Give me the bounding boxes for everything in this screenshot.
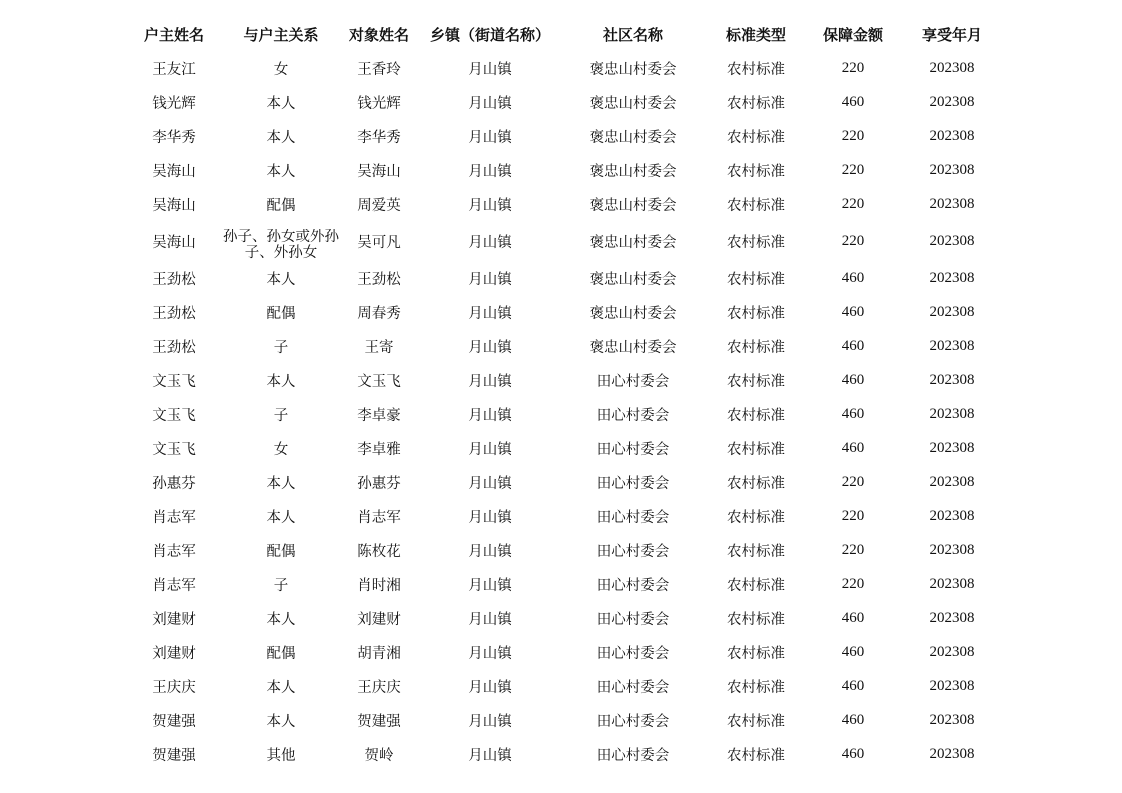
cell-standard-type: 农村标准 <box>727 441 785 458</box>
cell-relation: 本人 <box>266 163 296 180</box>
cell-standard-type: 农村标准 <box>727 611 785 628</box>
cell-relation: 本人 <box>266 373 296 390</box>
cell-township: 月山镇 <box>468 475 512 492</box>
cell-period: 202308 <box>929 643 975 660</box>
cell-recipient-name: 王劲松 <box>357 271 401 288</box>
table-row <box>128 153 1008 187</box>
cell-amount: 220 <box>841 161 865 178</box>
cell-relation: 子 <box>273 339 289 356</box>
cell-township: 月山镇 <box>468 95 512 112</box>
cell-community: 田心村委会 <box>596 577 670 594</box>
cell-household-head: 吴海山 <box>152 197 196 214</box>
cell-township: 月山镇 <box>468 747 512 764</box>
cell-period: 202308 <box>929 337 975 354</box>
cell-standard-type: 农村标准 <box>727 197 785 214</box>
cell-household-head: 贺建强 <box>152 747 196 764</box>
cell-household-head: 刘建财 <box>152 611 196 628</box>
cell-period: 202308 <box>929 161 975 178</box>
cell-recipient-name: 周春秀 <box>357 305 401 322</box>
table-row <box>128 635 1008 669</box>
header-standard-type: 标准类型 <box>725 25 786 44</box>
cell-standard-type: 农村标准 <box>727 577 785 594</box>
cell-community: 褒忠山村委会 <box>589 305 677 322</box>
cell-recipient-name: 陈枚花 <box>357 543 401 560</box>
cell-recipient-name: 王庆庆 <box>357 679 401 696</box>
cell-period: 202308 <box>929 371 975 388</box>
cell-community: 田心村委会 <box>596 713 670 730</box>
cell-household-head: 王劲松 <box>152 271 196 288</box>
table-row <box>128 51 1008 85</box>
cell-relation: 配偶 <box>266 305 296 322</box>
cell-household-head: 吴海山 <box>152 163 196 180</box>
table-row <box>128 295 1008 329</box>
cell-township: 月山镇 <box>468 197 512 214</box>
document-sheet <box>128 17 1008 771</box>
cell-period: 202308 <box>929 232 975 249</box>
table-row <box>128 567 1008 601</box>
cell-township: 月山镇 <box>468 129 512 146</box>
cell-amount: 460 <box>841 337 865 354</box>
cell-township: 月山镇 <box>468 373 512 390</box>
cell-community: 田心村委会 <box>596 475 670 492</box>
cell-household-head: 李华秀 <box>152 129 196 146</box>
cell-township: 月山镇 <box>468 305 512 322</box>
cell-standard-type: 农村标准 <box>727 61 785 78</box>
cell-period: 202308 <box>929 439 975 456</box>
cell-township: 月山镇 <box>468 645 512 662</box>
cell-standard-type: 农村标准 <box>727 129 785 146</box>
cell-township: 月山镇 <box>468 577 512 594</box>
cell-community: 田心村委会 <box>596 407 670 424</box>
table-row <box>128 737 1008 771</box>
cell-period: 202308 <box>929 269 975 286</box>
cell-township: 月山镇 <box>468 271 512 288</box>
cell-standard-type: 农村标准 <box>727 373 785 390</box>
cell-standard-type: 农村标准 <box>727 305 785 322</box>
cell-period: 202308 <box>929 93 975 110</box>
cell-amount: 460 <box>841 303 865 320</box>
cell-recipient-name: 孙惠芬 <box>357 475 401 492</box>
cell-household-head: 钱光辉 <box>152 95 196 112</box>
table-row <box>128 85 1008 119</box>
cell-period: 202308 <box>929 59 975 76</box>
header-recipient-name: 对象姓名 <box>348 25 409 44</box>
cell-period: 202308 <box>929 303 975 320</box>
cell-standard-type: 农村标准 <box>727 475 785 492</box>
cell-community: 褒忠山村委会 <box>589 271 677 288</box>
cell-amount: 220 <box>841 232 865 249</box>
cell-amount: 460 <box>841 439 865 456</box>
table-row <box>128 431 1008 465</box>
cell-period: 202308 <box>929 711 975 728</box>
cell-relation: 女 <box>273 441 289 458</box>
cell-community: 褒忠山村委会 <box>589 197 677 214</box>
cell-amount: 220 <box>841 541 865 558</box>
cell-amount: 460 <box>841 745 865 762</box>
cell-amount: 220 <box>841 127 865 144</box>
table-row <box>128 329 1008 363</box>
table-row <box>128 669 1008 703</box>
cell-standard-type: 农村标准 <box>727 509 785 526</box>
table-row <box>128 119 1008 153</box>
cell-community: 田心村委会 <box>596 747 670 764</box>
cell-recipient-name: 钱光辉 <box>357 95 401 112</box>
cell-amount: 460 <box>841 643 865 660</box>
cell-community: 褒忠山村委会 <box>589 61 677 78</box>
table-row <box>128 533 1008 567</box>
cell-household-head: 肖志军 <box>152 577 196 594</box>
table-row <box>128 601 1008 635</box>
cell-township: 月山镇 <box>468 509 512 526</box>
cell-period: 202308 <box>929 575 975 592</box>
cell-recipient-name: 周爱英 <box>357 197 401 214</box>
cell-community: 田心村委会 <box>596 441 670 458</box>
cell-household-head: 文玉飞 <box>152 441 196 458</box>
table-row <box>128 465 1008 499</box>
cell-township: 月山镇 <box>468 543 512 560</box>
table-row <box>128 221 1008 261</box>
cell-township: 月山镇 <box>468 339 512 356</box>
cell-recipient-name: 刘建财 <box>357 611 401 628</box>
cell-standard-type: 农村标准 <box>727 645 785 662</box>
subsidy-table <box>128 17 1008 771</box>
cell-relation <box>220 221 342 261</box>
cell-township: 月山镇 <box>468 441 512 458</box>
cell-amount: 460 <box>841 677 865 694</box>
cell-amount: 460 <box>841 371 865 388</box>
cell-township: 月山镇 <box>468 163 512 180</box>
cell-standard-type: 农村标准 <box>727 339 785 356</box>
cell-amount: 220 <box>841 195 865 212</box>
cell-relation: 子 <box>273 577 289 594</box>
cell-amount: 220 <box>841 507 865 524</box>
cell-household-head: 肖志军 <box>152 509 196 526</box>
cell-household-head: 王劲松 <box>152 339 196 356</box>
cell-relation: 本人 <box>266 95 296 112</box>
header-relation: 与户主关系 <box>243 25 319 44</box>
table-row <box>128 363 1008 397</box>
cell-relation: 配偶 <box>266 645 296 662</box>
cell-community: 田心村委会 <box>596 645 670 662</box>
table-row <box>128 703 1008 737</box>
cell-recipient-name: 肖志军 <box>357 509 401 526</box>
header-community: 社区名称 <box>602 25 663 44</box>
cell-amount: 460 <box>841 269 865 286</box>
header-amount: 保障金额 <box>822 25 883 44</box>
cell-period: 202308 <box>929 541 975 558</box>
cell-recipient-name: 文玉飞 <box>357 373 401 390</box>
cell-standard-type: 农村标准 <box>727 713 785 730</box>
cell-community: 褒忠山村委会 <box>589 129 677 146</box>
cell-household-head: 刘建财 <box>152 645 196 662</box>
cell-household-head: 肖志军 <box>152 543 196 560</box>
cell-relation: 配偶 <box>266 197 296 214</box>
cell-standard-type: 农村标准 <box>727 95 785 112</box>
cell-recipient-name: 王香玲 <box>357 61 401 78</box>
cell-amount: 460 <box>841 711 865 728</box>
table-row <box>128 187 1008 221</box>
cell-standard-type: 农村标准 <box>727 163 785 180</box>
cell-standard-type: 农村标准 <box>727 747 785 764</box>
cell-period: 202308 <box>929 195 975 212</box>
cell-recipient-name: 吴可凡 <box>357 234 401 251</box>
cell-recipient-name: 肖时湘 <box>357 577 401 594</box>
cell-period: 202308 <box>929 609 975 626</box>
table-body <box>128 51 1008 771</box>
cell-relation: 配偶 <box>266 543 296 560</box>
cell-community: 田心村委会 <box>596 373 670 390</box>
cell-household-head: 王友江 <box>152 61 196 78</box>
cell-period: 202308 <box>929 507 975 524</box>
cell-recipient-name: 李华秀 <box>357 129 401 146</box>
cell-standard-type: 农村标准 <box>727 543 785 560</box>
cell-period: 202308 <box>929 473 975 490</box>
cell-period: 202308 <box>929 405 975 422</box>
cell-community: 褒忠山村委会 <box>589 163 677 180</box>
header-township: 乡镇（街道名称） <box>429 25 550 44</box>
cell-relation: 本人 <box>266 611 296 628</box>
cell-relation: 本人 <box>266 129 296 146</box>
cell-township: 月山镇 <box>468 61 512 78</box>
cell-township: 月山镇 <box>468 234 512 251</box>
cell-household-head: 贺建强 <box>152 713 196 730</box>
cell-amount: 220 <box>841 575 865 592</box>
cell-township: 月山镇 <box>468 407 512 424</box>
cell-household-head: 孙惠芬 <box>152 475 196 492</box>
cell-recipient-name: 吴海山 <box>357 163 401 180</box>
cell-relation: 本人 <box>266 679 296 696</box>
table-row <box>128 397 1008 431</box>
cell-township: 月山镇 <box>468 713 512 730</box>
cell-recipient-name: 贺岭 <box>364 747 394 764</box>
cell-relation: 其他 <box>266 747 296 764</box>
cell-relation: 本人 <box>266 713 296 730</box>
cell-community: 褒忠山村委会 <box>589 234 677 251</box>
table-row <box>128 261 1008 295</box>
cell-household-head: 吴海山 <box>152 234 196 251</box>
cell-community: 田心村委会 <box>596 543 670 560</box>
cell-community: 褒忠山村委会 <box>589 95 677 112</box>
cell-amount: 460 <box>841 93 865 110</box>
cell-community: 田心村委会 <box>596 611 670 628</box>
cell-community: 褒忠山村委会 <box>589 339 677 356</box>
cell-relation: 本人 <box>266 475 296 492</box>
cell-recipient-name: 李卓雅 <box>357 441 401 458</box>
cell-period: 202308 <box>929 745 975 762</box>
cell-amount: 460 <box>841 609 865 626</box>
cell-amount: 220 <box>841 59 865 76</box>
cell-standard-type: 农村标准 <box>727 679 785 696</box>
cell-township: 月山镇 <box>468 679 512 696</box>
cell-household-head: 文玉飞 <box>152 407 196 424</box>
cell-household-head: 王劲松 <box>152 305 196 322</box>
cell-standard-type: 农村标准 <box>727 271 785 288</box>
cell-relation: 子 <box>273 407 289 424</box>
cell-recipient-name: 李卓豪 <box>357 407 401 424</box>
cell-period: 202308 <box>929 127 975 144</box>
cell-household-head: 王庆庆 <box>152 679 196 696</box>
cell-relation: 女 <box>273 61 289 78</box>
cell-relation: 本人 <box>266 509 296 526</box>
cell-period: 202308 <box>929 677 975 694</box>
header-household-head: 户主姓名 <box>143 25 204 44</box>
table-row <box>128 499 1008 533</box>
cell-recipient-name: 胡青湘 <box>357 645 401 662</box>
cell-standard-type: 农村标准 <box>727 234 785 251</box>
header-period: 享受年月 <box>921 25 982 44</box>
cell-household-head: 文玉飞 <box>152 373 196 390</box>
cell-relation: 本人 <box>266 271 296 288</box>
cell-community: 田心村委会 <box>596 679 670 696</box>
cell-amount: 220 <box>841 473 865 490</box>
table-header-row <box>128 17 1008 51</box>
cell-amount: 460 <box>841 405 865 422</box>
cell-standard-type: 农村标准 <box>727 407 785 424</box>
cell-township: 月山镇 <box>468 611 512 628</box>
cell-community: 田心村委会 <box>596 509 670 526</box>
cell-recipient-name: 王寄 <box>364 339 394 356</box>
cell-text-wrapped: 孙子、孙女或外孙子、外孙女 <box>223 229 339 261</box>
cell-recipient-name: 贺建强 <box>357 713 401 730</box>
